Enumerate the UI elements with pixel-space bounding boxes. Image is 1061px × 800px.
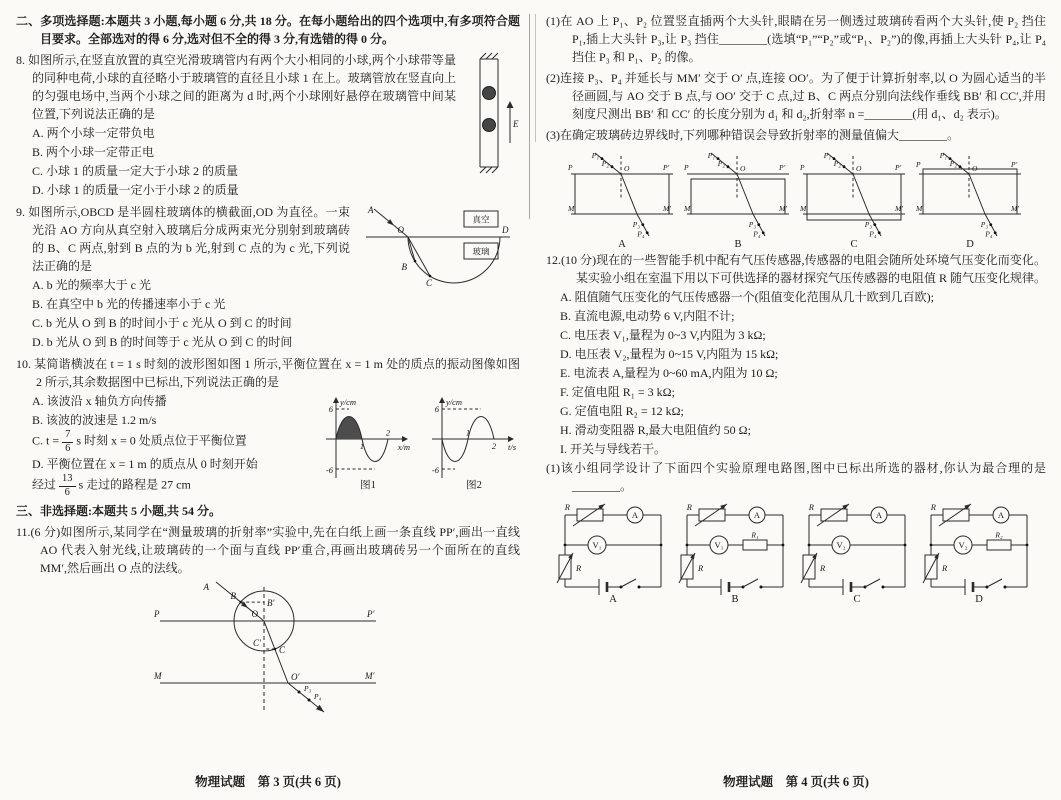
label-C: C [426,278,433,288]
figure-q11-choice-a [567,150,677,248]
question-10 [16,355,520,499]
sensor-label: R [686,502,692,512]
fraction-7-6: $\frac{7}{6}$ [62,430,73,454]
q8-option-b: B. 两个小球一定带正电 [32,145,155,159]
x-axis-label: t/s [507,442,516,452]
label-M-prime: M′ [663,204,671,213]
voltmeter-label: V₂ [836,540,846,550]
y-axis-label: y/cm [446,397,463,407]
label-M-prime: M′ [895,204,903,213]
label-P3: P₃ [980,220,988,229]
q9-option-d: D. b 光从 O 到 B 的时间等于 c 光从 O 到 C 的时间 [32,335,293,349]
q10-option-a: A. 该波沿 x 轴负方向传播 [32,394,167,408]
label-P-prime: P′ [779,163,786,172]
label-P1: P₁ [707,151,715,160]
label-O: O [624,164,630,173]
q9-stem: 9. 如图所示,OBCD 是半圆柱玻璃体的横截面,OD 为直径。一束光沿 AO 方向从真空射入玻璃后分成两束光分别射到玻璃砖的 B、C 两点,射到 B 点的为 b 光,射到 C 点的为 c 光,下列说法正确的是 [16,205,350,273]
caption-fig2: 图2 [466,480,482,490]
question-11 [16,523,520,719]
label-P: P [568,163,573,172]
series-resistor-label: R₂ [995,530,1003,540]
label-P2: P₂ [601,159,609,168]
q12-item-c: C. 电压表 V₁,量程为 0~3 V,内阻为 3 kΩ; [560,328,766,342]
figure-q11-refraction-experiment [152,581,384,719]
label-P: P [154,609,160,619]
page-gutter-line-1 [529,14,530,219]
q12-item-b: B. 直流电源,电动势 6 V,内阻不计; [560,309,735,323]
circuit-shapes [923,504,1028,595]
q11-stem: 11.(6 分)如图所示,某同学在“测量玻璃的折射率”实验中,先在白纸上画一条直线 PP′,画出一直线 AO 代表入射光线,让玻璃砖的一个面与直线 PP′重合,再画出玻璃砖另一个面所在的直线 MM′,然后画出 O 点的法线。 [16,525,520,575]
figure-q10-graphs [316,392,520,490]
shapes [571,153,673,236]
label-P1: P₁ [823,151,831,160]
choice-letter: A [609,594,617,605]
caption-fig1: 图1 [360,480,376,490]
q12-circuit-figures [546,501,1046,605]
label-P: P [684,163,689,172]
label-P4: P₄ [753,229,761,239]
q9-option-b: B. 在真空中 b 光的传播速率小于 c 光 [32,297,226,311]
q12-item-d: D. 电压表 V₂,量程为 0~15 V,内阻为 15 kΩ; [560,347,779,361]
figure-q11-choice-b [683,150,793,248]
label-M-prime: M′ [779,204,787,213]
label-P-prime: P′ [663,163,670,172]
label-P-prime: P′ [367,609,375,619]
label-P3: P₃ [632,220,640,229]
q8-option-a: A. 两个小球一定带负电 [32,126,155,140]
label-A: A [368,205,374,215]
q10-stem: 10. 某简谐横波在 t = 1 s 时刻的波形图如图 1 所示,平衡位置在 x = 1 m 处的质点的振动图像如图 2 所示,其余数据图中已标出,下列说法正确的是 [16,357,520,389]
ammeter-label: A [753,510,761,520]
question-8 [16,51,520,200]
sensor-label: R [930,502,936,512]
figure-q10-wave-graph-2 [422,392,520,490]
label-P: P [800,163,805,172]
label-B-prime: B′ [267,598,275,608]
label-O: O [740,164,746,173]
label-A: A [203,582,209,592]
rheostat-label: R [820,563,826,573]
q12-item-e: E. 电流表 A,量程为 0~60 mA,内阻为 10 Ω; [560,366,778,380]
label-P-prime: P′ [1011,160,1018,169]
label-P2: P₂ [833,159,841,168]
figure-q12-circuit-d [921,501,1037,605]
page-3-column [16,12,520,719]
label-P4: P₄ [637,229,645,239]
shapes [803,153,905,236]
page-3-footer: 物理试题 第 3 页(共 6 页) [195,775,341,789]
q11-part3: (3)在确定玻璃砖边界线时,下列哪种错误会导致折射率的测量值偏大________。 [546,128,959,142]
tick-minus6: -6 [431,465,439,475]
q10-option-b: B. 该波的波速是 1.2 m/s [32,413,157,427]
circuit-shapes [679,504,784,595]
q9-option-a: A. b 光的频率大于 c 光 [32,278,151,292]
ammeter-label: A [631,510,639,520]
label-P2: P₂ [949,159,957,168]
non-choice-section-header: 三、非选择题:本题共 5 小题,共 54 分。 [16,504,221,518]
label-O: O [972,164,978,173]
label-O-prime: O′ [291,672,300,682]
label-M-prime: M′ [365,671,375,681]
shapes [687,153,789,236]
figure-q10-wave-graph-1 [316,392,414,490]
q10-c-pre: C. t = [32,433,60,448]
label-M: M [568,204,575,213]
q10-options-block [16,392,520,499]
label-M: M [684,204,691,213]
figure-q11-wrap [16,581,520,719]
figure-q12-circuit-a [555,501,671,605]
rheostat-label: R [698,563,704,573]
figure-q11-choice-d [915,150,1025,248]
q12-item-g: G. 定值电阻 R₂ = 12 kΩ; [560,404,684,418]
circuit-shapes [557,504,662,595]
q11-part2: (2)连接 P₃、P₄ 并延长与 MM′ 交于 O′ 点,连接 OO′。为了便于计算折射率,以 O 为圆心适当的半径画圆,与 AO 交于 B 点,与 OO′ 交于 C 点,过 B、C 两点分别向法线作垂线 BB′ 和 CC′,并用刻度尺测出 BB′ 和 CC′ 的长度分别为 d₁ 和 d₂,折射率 n =________(用 d₁、d₂ 表示)。 [546,71,1046,121]
series-resistor-label: R₁ [751,530,759,540]
tick-1: 1 [465,427,471,438]
label-M: M [916,204,923,213]
tube-shape [480,53,514,173]
label-O: O [397,225,404,235]
choice-letter: B [734,239,742,248]
rheostat-label: R [576,563,582,573]
label-O: O [251,609,258,619]
label-C: C [279,645,286,655]
label-glass: 玻璃 [472,246,490,257]
voltmeter-label: V₁ [592,540,602,550]
tick-plus6: 6 [328,404,333,414]
tick-2: 2 [385,427,391,438]
fraction-13-6: $\frac{13}{6}$ [59,474,76,498]
page-4-footer: 物理试题 第 4 页(共 6 页) [723,775,869,789]
y-axis-label: y/cm [340,397,357,407]
q12-item-i: I. 开关与导线若干。 [560,442,666,456]
q10-c-post: s 时刻 x = 0 处质点位于平衡位置 [76,433,247,448]
label-M: M [154,671,162,681]
label-P3: P₃ [748,220,756,229]
label-C-prime: C′ [253,638,261,648]
figure-q9-semicircular-glass [360,203,520,307]
label-O: O [856,164,862,173]
figure-q12-circuit-c [799,501,915,605]
label-P4: P₄ [985,229,993,239]
label-M: M [800,204,807,213]
choice-letter: C [853,594,861,605]
q8-option-c: C. 小球 1 的质量一定大于小球 2 的质量 [32,164,239,178]
shapes [919,153,1021,236]
label-P2: P₂ [717,159,725,168]
rheostat-label: R [942,563,948,573]
label-vacuum: 真空 [472,214,490,225]
tick-2: 2 [491,441,497,451]
sensor-label: R [564,502,570,512]
ammeter-label: A [875,510,883,520]
label-P3: P₃ [304,684,312,693]
label-B: B [401,262,407,272]
q12-item-a: A. 阻值随气压变化的气压传感器一个(阻值变化范围从几十欧到几百欧); [560,290,934,304]
label-P: P [916,160,921,169]
label-B: B [230,591,236,601]
figure-q8-charged-balls-tube [466,51,520,175]
x-axis-label: x/m [397,442,410,452]
label-P-prime: P′ [895,163,902,172]
tick-1: 1 [359,441,365,451]
choice-letter: B [731,594,739,605]
sensor-label: R [808,502,814,512]
q9-option-c: C. b 光从 O 到 B 的时间小于 c 光从 O 到 C 的时间 [32,316,292,330]
q12-part1: (1)该小组同学设计了下面四个实验原理电路图,图中已标出所选的器材,你认为最合理的是________。 [546,461,1046,493]
question-9 [16,203,520,352]
axes-and-curve [432,397,514,478]
ammeter-label: A [997,510,1005,520]
label-P4: P₄ [869,229,877,239]
question-12 [546,251,1046,495]
label-P4: P₄ [314,692,322,701]
q10-option-d-line1: D. 平衡位置在 x = 1 m 的质点从 0 时刻开始 [32,457,258,471]
figure-q12-circuit-b [677,501,793,605]
q10-d-pre2: 经过 [32,477,57,492]
choice-letter: C [850,239,858,248]
page-4-column [546,12,1046,607]
q10-d-post: s 走过的路程是 27 cm [78,477,191,492]
figure-q11-choice-c [799,150,909,248]
label-D: D [502,225,509,235]
voltmeter-label: V₁ [714,540,724,550]
q12-stem: 12.(10 分)现在的一些智能手机中配有气压传感器,传感器的电阻会随所处环境气压变化而变化。某实验小组在室温下用以下可供选择的器材探究气压传感器的电阻值 R 随气压变化规律。 [546,253,1047,285]
tick-plus6: 6 [434,404,439,414]
field-label-E: E [513,119,519,129]
q8-stem: 8. 如图所示,在竖直放置的真空光滑玻璃管内有两个大小相同的小球,两个小球带等量的同种电荷,小球的直径略小于玻璃管的直径且小球 1 在上。玻璃管放在竖直向上的匀强电场中,当两个小球之间的距离为 d 时,两个小球刚好悬停在玻璃管中间某位置,下列说法正确的是 [16,53,456,121]
label-M-prime: M′ [1011,204,1019,213]
label-P1: P₁ [939,151,947,160]
q11-part1: (1)在 AO 上 P₁、P₂ 位置竖直插两个大头针,眼睛在另一侧透过玻璃砖看两个大头针,使 P₂ 挡住 P₁,插上大头针 P₃,让 P₃ 挡住________(选填“P₁”“P₂”或“P₁、P₂”)的像,再插上大头针 P₄,让 P₄ 挡住 P₃ 和 P₁、P₂ 的像。 [546,14,1046,64]
multi-choice-section-header: 二、多项选择题:本题共 3 小题,每小题 6 分,共 18 分。在每小题给出的四个选项中,有多项符合题目要求。全部选对的得 6 分,选对但不全的得 3 分,有选错的得 0 分。 [16,14,520,46]
label-P3: P₃ [864,220,872,229]
voltmeter-label: V₂ [958,540,968,550]
choice-letter: D [966,239,974,248]
tick-minus6: -6 [325,465,333,475]
label-P1: P₁ [591,151,599,160]
q8-option-d: D. 小球 1 的质量一定小于小球 2 的质量 [32,183,239,197]
q12-item-h: H. 滑动变阻器 R,最大电阻值约 50 Ω; [560,423,751,437]
page-gutter-line-2 [535,14,536,142]
q11-part3-choice-figures [546,150,1046,248]
axes-and-curve [326,397,408,478]
circuit-shapes [801,504,906,595]
q12-item-f: F. 定值电阻 R₁ = 3 kΩ; [560,385,675,399]
choice-letter: D [975,594,983,605]
choice-letter: A [618,239,626,248]
